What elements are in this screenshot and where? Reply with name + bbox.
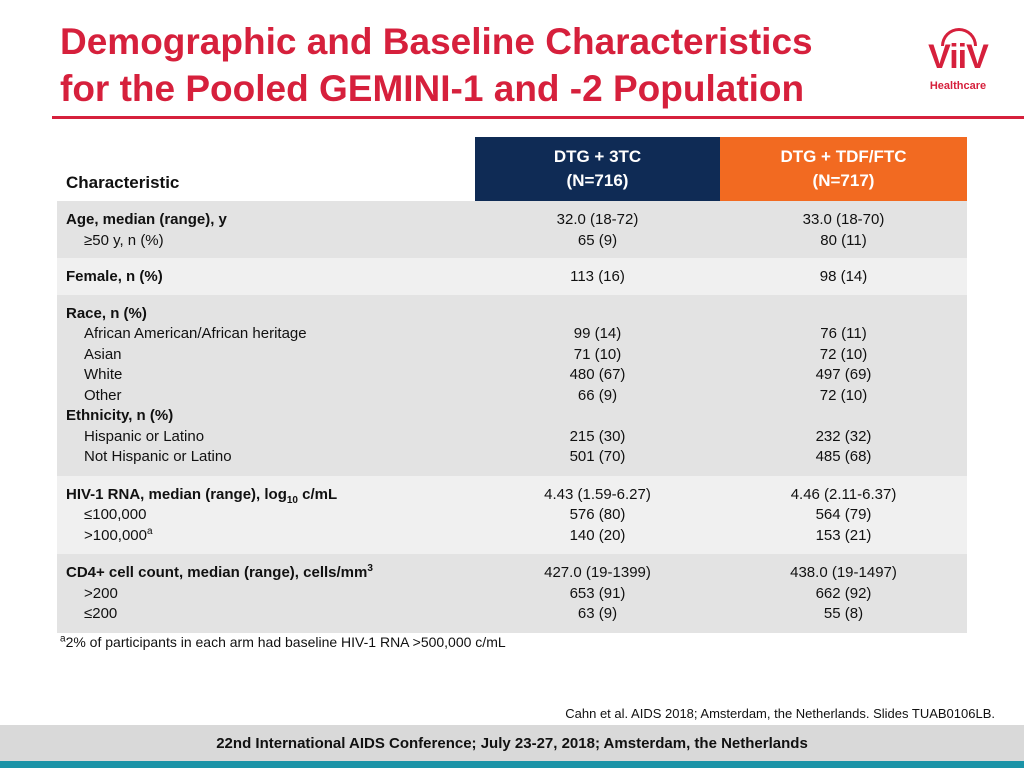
value-arm-b: 438.0 (19-1497) [790, 564, 897, 581]
table-footnote [60, 634, 506, 650]
conference-footer: 22nd International AIDS Conference; July 23-27, 2018; Amsterdam, the Netherlands [0, 725, 1024, 761]
rna-label-pre: HIV-1 RNA, median (range), log [66, 485, 287, 503]
row-label: White [84, 366, 123, 383]
value-arm-a: 480 (67) [569, 366, 626, 383]
value-arm-a: 4.43 (1.59-6.27) [544, 485, 651, 503]
row-label: ≥50 y, n (%) [84, 231, 164, 249]
arm-b-n: (N=717) [812, 171, 875, 190]
table-row [57, 427, 967, 448]
table-row [57, 447, 967, 468]
cd4-label-sup: 3 [367, 563, 373, 574]
value-arm-b: 497 (69) [815, 366, 872, 383]
header-arm-dtg-3tc [475, 137, 720, 201]
table-row [57, 406, 967, 427]
cd4-label-pre: CD4+ cell count, median (range), cells/mm [66, 564, 368, 581]
row-label: Not Hispanic or Latino [84, 448, 232, 465]
title-divider [52, 116, 1024, 119]
row-label: African American/African heritage [84, 325, 307, 342]
value-arm-a: 576 (80) [569, 506, 626, 523]
header-arm-dtg-tdf-ftc [720, 137, 967, 201]
rna-over-label: >100,000 [84, 526, 147, 544]
value-arm-a: 65 (9) [577, 231, 618, 249]
logo-subtitle: Healthcare [929, 80, 987, 92]
table-row [57, 324, 967, 345]
slide-title [60, 18, 900, 112]
footnote-marker: a [60, 633, 66, 645]
footer-accent-bar [0, 761, 1024, 768]
table-row [57, 526, 967, 547]
table-row [57, 267, 967, 288]
viiv-healthcare-logo [918, 28, 998, 98]
table-row [57, 563, 967, 584]
female-group [57, 258, 967, 295]
value-arm-b: 153 (21) [815, 526, 872, 544]
row-label: Asian [84, 345, 122, 363]
value-arm-b: 232 (32) [815, 427, 872, 445]
characteristics-table [57, 137, 967, 633]
value-arm-b: 72 (10) [819, 386, 868, 404]
table-row [57, 505, 967, 526]
arm-b-name: DTG + TDF/FTC [780, 147, 907, 166]
footnote-text: 2% of participants in each arm had baseline HIV-1 RNA >500,000 c/mL [65, 634, 506, 650]
row-label: Race, n (%) [66, 304, 147, 322]
race-ethnicity-group [57, 295, 967, 476]
logo-word: ViiV [928, 38, 988, 76]
row-label: Age, median (range), y [66, 211, 227, 228]
table-row [57, 584, 967, 605]
row-label: Female, n (%) [66, 268, 163, 285]
table-row [57, 345, 967, 366]
arm-a-n: (N=716) [566, 171, 629, 190]
age-group [57, 201, 967, 258]
row-label: ≤100,000 [84, 506, 147, 523]
header-characteristic: Characteristic [66, 173, 180, 192]
table-row [57, 365, 967, 386]
value-arm-a: 427.0 (19-1399) [544, 564, 651, 581]
cd4-group [57, 554, 967, 633]
arm-a-name: DTG + 3TC [553, 147, 642, 166]
rna-label-sub: 10 [286, 494, 298, 506]
value-arm-b: 80 (11) [820, 231, 867, 249]
title-line-1: Demographic and Baseline Characteristics [60, 21, 813, 62]
value-arm-b: 55 (8) [823, 605, 864, 622]
table-row [57, 386, 967, 407]
value-arm-a: 71 (10) [573, 345, 622, 363]
value-arm-b: 564 (79) [815, 506, 872, 523]
row-label: >200 [84, 584, 118, 602]
value-arm-b: 72 (10) [819, 345, 868, 363]
rna-label-post: c/mL [298, 485, 338, 503]
row-label [66, 563, 373, 584]
value-arm-a: 63 (9) [577, 605, 618, 622]
table-row [57, 231, 967, 252]
value-arm-b: 485 (68) [815, 448, 872, 465]
row-label [84, 526, 153, 547]
value-arm-a: 215 (30) [569, 427, 626, 445]
value-arm-b: 98 (14) [819, 268, 868, 285]
value-arm-a: 653 (91) [569, 584, 626, 602]
table-row [57, 485, 967, 506]
value-arm-a: 32.0 (18-72) [556, 211, 639, 228]
hiv-rna-group [57, 476, 967, 555]
value-arm-a: 99 (14) [573, 325, 622, 342]
value-arm-a: 140 (20) [569, 526, 626, 544]
value-arm-b: 33.0 (18-70) [802, 211, 885, 228]
value-arm-b: 4.46 (2.11-6.37) [790, 485, 897, 503]
title-line-2: for the Pooled GEMINI-1 and -2 Population [60, 68, 805, 109]
table-row [57, 604, 967, 625]
value-arm-a: 66 (9) [577, 386, 618, 404]
table-row [57, 304, 967, 325]
row-label: Other [84, 386, 122, 404]
value-arm-b: 662 (92) [815, 584, 872, 602]
footnote-marker: a [146, 525, 153, 537]
row-label: ≤200 [84, 605, 118, 622]
table-row [57, 210, 967, 231]
value-arm-b: 76 (11) [820, 325, 867, 342]
value-arm-a: 113 (16) [570, 268, 625, 285]
table-header [57, 137, 967, 201]
row-label: Ethnicity, n (%) [66, 407, 174, 424]
row-label [66, 485, 337, 506]
value-arm-a: 501 (70) [569, 448, 626, 465]
citation: Cahn et al. AIDS 2018; Amsterdam, the Netherlands. Slides TUAB0106LB. [565, 706, 995, 721]
row-label: Hispanic or Latino [84, 427, 205, 445]
